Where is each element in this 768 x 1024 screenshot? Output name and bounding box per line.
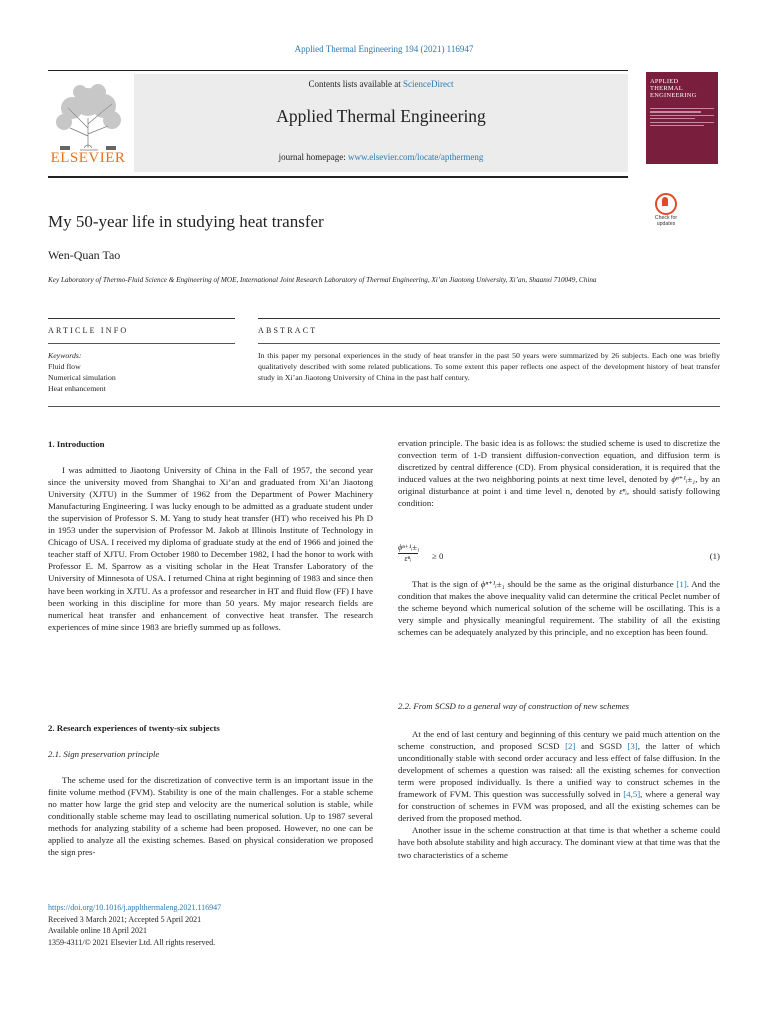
homepage-prefix: journal homepage:: [278, 152, 349, 162]
cover-title: APPLIED THERMAL ENGINEERING: [650, 78, 697, 99]
keyword-item: Heat enhancement: [48, 384, 106, 393]
journal-title: Applied Thermal Engineering: [276, 106, 486, 126]
article-info-heading: ARTICLE INFO: [48, 326, 129, 335]
abstract-heading: ABSTRACT: [258, 326, 318, 335]
homepage-link[interactable]: www.elsevier.com/locate/apthermeng: [348, 152, 484, 162]
abstract-subrule: [258, 343, 720, 344]
sign-condition-paragraph: That is the sign of ϕⁿ⁺¹ᵢ±₁ should be the same as the original disturbance [1]. And the condition that makes the above inequality valid can determine the critical Peclet number of the scheme beyond which numerical solution of the scheme will be oscillating. This is a very simple and physically meaningful requirement. The stability of all the existing schemes can be adequately analyzed by this principle, and no exception has been found.: [398, 579, 720, 638]
article-footer: [48, 902, 378, 948]
section-2-1-paragraph: The scheme used for the discretization of convective term is an important issue in the finite volume method (FVM). Stability is one of the main challenges. For a stable scheme no matter how large the grid step and velocity are the numerical solution is stable, while conditionally stable scheme may lead to oscillating numerical solution. Up to 1987 several methods for analyzing stability of a scheme had been proposed. However, no one can be applied to analyze all the existing schemes. Based on physical consideration we proposed the sign pres-: [48, 775, 373, 858]
article-title: My 50-year life in studying heat transfer: [48, 212, 324, 231]
cover-text-lines: [650, 108, 714, 128]
journal-cover-thumbnail[interactable]: [646, 72, 718, 164]
equation-relation: ≥ 0: [432, 551, 444, 561]
keywords-block: [48, 350, 235, 394]
left-column-bottom: [48, 722, 373, 858]
article-info-rule: [48, 318, 235, 319]
contents-line: [134, 79, 628, 89]
section-2-heading: 2. Research experiences of twenty-six subjects: [48, 723, 220, 733]
equation-denominator: εⁿᵢ: [404, 554, 412, 563]
right-column-bottom: [398, 700, 720, 861]
phi-symbol: ϕⁿ⁺¹ᵢ±₁: [671, 474, 696, 485]
sciencedirect-link[interactable]: ScienceDirect: [403, 79, 454, 89]
author-affiliation: Key Laboratory of Thermo-Fluid Science & Engineering of MOE, International Joint Research Laboratory of Thermal Engineering, Xi’an Jiaotong University, Xi’an, Shaanxi 710049, China: [48, 276, 597, 284]
phi-symbol: ϕⁿ⁺¹ᵢ±₁: [480, 579, 505, 589]
keyword-item: Fluid flow: [48, 362, 81, 371]
publisher-wordmark: ELSEVIER: [50, 150, 126, 166]
homepage-line: [134, 152, 628, 162]
front-matter-bottom-rule: [48, 406, 720, 407]
equation-number: (1): [709, 551, 720, 561]
section-2-2-paragraph: At the end of last century and beginning of this century we paid much attention on the scheme construction, and proposed SCSD [2] and SGSD [3], the latter of which unconditionally stable with second order accuracy and less effect of false diffusion. In the development of schemes a question was raised: all the existing schemes for convection term were proposed individually. Is there a unified way to construct schemes in the framework of FVM. This question was successfully solved in [4,5], where a general way for construction of schemes in FVM was proposed, and all the existing schemes can be derived from the proposed method.: [398, 729, 720, 824]
section-2-1-heading: 2.1. Sign preservation principle: [48, 749, 160, 760]
right-column-top: [398, 437, 720, 509]
journal-reference[interactable]: Applied Thermal Engineering 194 (2021) 116947: [294, 44, 474, 54]
received-dates: Received 3 March 2021; Accepted 5 April 2021: [48, 914, 202, 924]
right-column-middle: [398, 578, 720, 638]
section-1-heading: 1. Introduction: [48, 439, 105, 449]
reference-link[interactable]: [2]: [565, 741, 576, 752]
article-info-subrule: [48, 343, 235, 344]
author-name[interactable]: Wen-Quan Tao: [48, 248, 121, 262]
equation-1: [398, 543, 720, 573]
contents-prefix: Contents lists available at: [308, 79, 403, 89]
keyword-item: Numerical simulation: [48, 373, 116, 382]
abstract-text: In this paper my personal experiences in the study of heat transfer in the past 50 years were summarized by 26 subjects. Each one was briefly qualitatively described with some related publications. To some extent this paper reflects one aspect of the development history of heat transfer study in Xi’an Jiaotong University of China in the past half century.: [258, 351, 720, 382]
header-bottom-rule: [48, 176, 628, 178]
equation-numerator: ϕⁿ⁺¹ᵢ±₁: [398, 543, 420, 552]
section-2-2-paragraph-2: Another issue in the scheme construction at that time is that whether a scheme could have both absolute stability and high accuracy. The dominant view at that time was that the two characteristics of a scheme: [398, 825, 720, 860]
left-column-top: [48, 438, 373, 633]
doi-link[interactable]: https://doi.org/10.1016/j.applthermaleng.2021.116947: [48, 903, 222, 912]
copyright-line: 1359-4311/© 2021 Elsevier Ltd. All rights reserved.: [48, 937, 216, 947]
sign-principle-paragraph: ervation principle. The basic idea is as follows: the studied scheme is used to discretize the convection term of 1-D transient diffusion-convection equation, and diffusion term is discretized by central difference (CD). From physical consideration, it is required that the induced values at the two neighboring points at next time level, denoted by ϕⁿ⁺¹ᵢ±₁, by an original disturbance at point i and time level n, denoted by εⁿᵢ, should satisfy following condition:: [398, 438, 720, 509]
reference-link[interactable]: [3]: [627, 741, 638, 752]
header-top-rule: [48, 70, 628, 71]
check-for-updates-badge[interactable]: Check for updates: [646, 193, 686, 231]
keywords-label: Keywords:: [48, 351, 82, 360]
intro-paragraph: I was admitted to Jiaotong University of China in the Fall of 1957, the second year since the university moved from Shanghai to Xi’an and graduated from Xi’an Jiaotong University (XJTU) in the Summer of 1962 from the Department of Power Machinery Manufacturing Engineering. I was lucky enough to be admitted as a graduate student under the supervision of Professor S. M. Yang to study heat transfer (HT) who received his Ph D in 1953 under the supervision of Professor M. Jakob at Illinois Institute of Technology in Chicago of USA. I received my diploma of graduate study at the end of 1966 and joined the teacher staff of XJTU. From October 1980 to December 1982, I had the honor to work with Professor E. M. Sparrow as a visiting scholar in the Heat Transfer Laboratory of the University of Minnesota of USA. I returned China at right beginning of 1983 and since then have been working in XJTU. As a professor and researcher in HT and fluid flow (FF) I have been working in this discipline for more than 50 years. My major research fields are numerical heat transfer and enhancement of convective heat transfer. The research experiences of mine since 1983 are briefly summed up as follows.: [48, 465, 373, 632]
equation-fraction: [398, 543, 418, 563]
reference-link[interactable]: [4,5]: [623, 789, 641, 800]
epsilon-symbol: εⁿᵢ: [619, 486, 627, 497]
reference-link[interactable]: [1]: [676, 579, 687, 589]
online-date: Available online 18 April 2021: [48, 926, 147, 935]
section-2-2-heading: 2.2. From SCSD to a general way of construction of new schemes: [398, 701, 630, 711]
bookmark-icon: [655, 193, 677, 215]
abstract-rule: [258, 318, 720, 319]
